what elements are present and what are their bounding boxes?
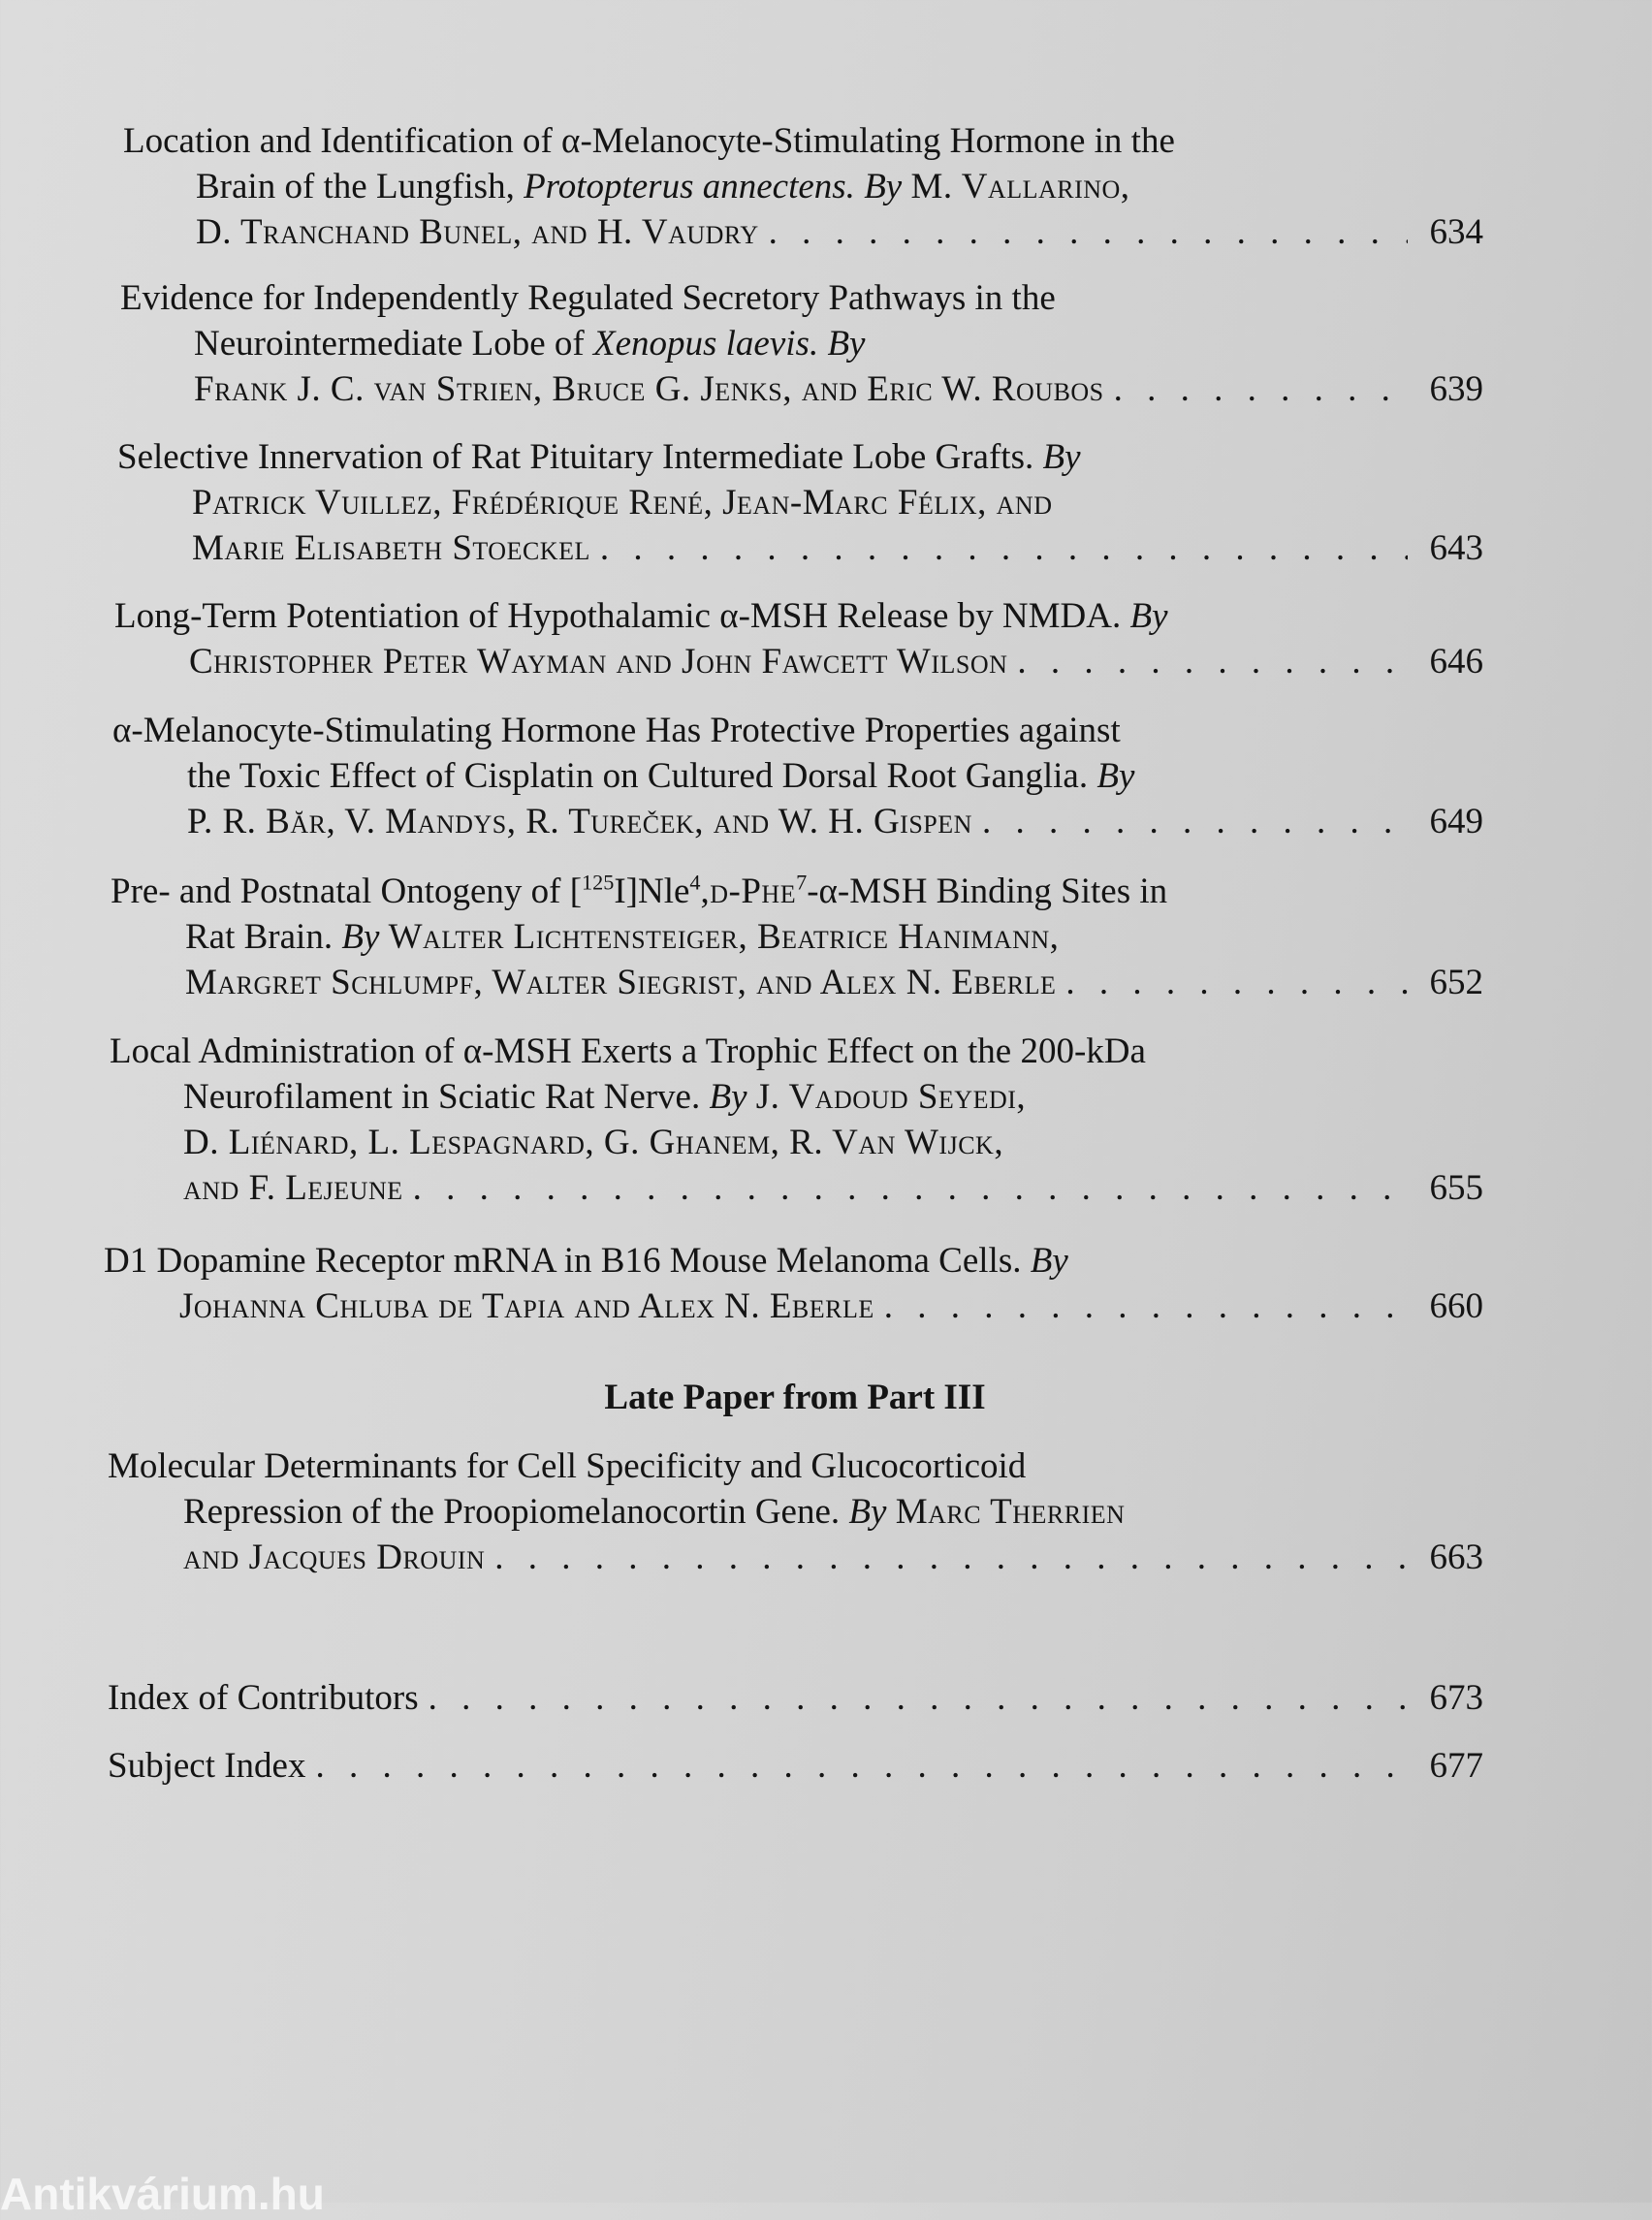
superscript: 125 bbox=[582, 870, 615, 895]
leader-dots bbox=[769, 209, 1408, 255]
entry-authors: M. Vallarino, bbox=[910, 167, 1130, 206]
toc-entry bbox=[0, 118, 1483, 255]
species-name: Xenopus laevis. bbox=[592, 324, 819, 364]
section-heading: Late Paper from Part III bbox=[604, 1378, 986, 1417]
page-number: 655 bbox=[1429, 1168, 1483, 1208]
by-label: By bbox=[1042, 437, 1081, 477]
entry-authors: D. Tranchand Bunel, and H. Vaudry bbox=[196, 212, 759, 252]
toc-entry bbox=[0, 1238, 1483, 1329]
leader-dots bbox=[1114, 366, 1408, 412]
entry-authors: Margret Schlumpf, Walter Siegrist, and Alex N. Eberle bbox=[185, 963, 1057, 1002]
entry-authors: and Jacques Drouin bbox=[183, 1538, 486, 1577]
entry-authors: Frank J. C. van Strien, Bruce G. Jenks, and Eric W. Roubos bbox=[194, 369, 1104, 409]
by-label: By bbox=[709, 1077, 747, 1117]
entry-authors: D. Liénard, L. Lespagnard, G. Ghanem, R. Van Wijck, bbox=[183, 1123, 1004, 1162]
page-number: 673 bbox=[1429, 1678, 1483, 1718]
page-number: 663 bbox=[1429, 1538, 1483, 1577]
entry-title-line: the Toxic Effect of Cisplatin on Cultured Dorsal Root Ganglia. bbox=[187, 756, 1089, 796]
entry-authors: Marie Elisabeth Stoeckel bbox=[192, 528, 590, 568]
by-label: By bbox=[341, 917, 380, 957]
entry-title-line: Pre- and Postnatal Ontogeny of [ bbox=[111, 872, 583, 911]
page-number: 660 bbox=[1429, 1286, 1483, 1326]
entry-title-line: Neurointermediate Lobe of bbox=[194, 324, 585, 364]
leader-dots bbox=[982, 799, 1408, 844]
entry-title-line: Repression of the Proopiomelanocortin Gene. bbox=[183, 1492, 841, 1532]
leader-dots bbox=[413, 1165, 1408, 1211]
entry-authors: and F. Lejeune bbox=[183, 1168, 403, 1208]
superscript: 7 bbox=[796, 870, 808, 895]
by-label: By bbox=[827, 324, 866, 364]
superscript: 4 bbox=[689, 870, 701, 895]
toc-entry bbox=[0, 1443, 1483, 1580]
index-label: Index of Contributors bbox=[108, 1678, 419, 1718]
watermark: Antikvárium.hu bbox=[0, 2169, 325, 2219]
toc-entry bbox=[0, 275, 1483, 412]
entry-title-line: Selective Innervation of Rat Pituitary Intermediate Lobe Grafts. bbox=[117, 437, 1034, 477]
index-entry bbox=[0, 1675, 1483, 1721]
page-number: 677 bbox=[1429, 1746, 1483, 1786]
entry-title-line: Local Administration of α-MSH Exerts a Trophic Effect on the 200-kDa bbox=[110, 1031, 1146, 1071]
entry-authors: J. Vadoud Seyedi, bbox=[755, 1077, 1027, 1117]
species-name: Protopterus annectens. bbox=[524, 167, 855, 206]
entry-title-line: Neurofilament in Sciatic Rat Nerve. bbox=[183, 1077, 701, 1117]
entry-authors: Christopher Peter Wayman and John Fawcett Wilson bbox=[189, 642, 1008, 682]
entry-title-line: Long-Term Potentiation of Hypothalamic α-MSH Release by NMDA. bbox=[114, 596, 1122, 636]
entry-title-line: -α-MSH Binding Sites in bbox=[807, 872, 1168, 911]
entry-title-line: Evidence for Independently Regulated Secretory Pathways in the bbox=[120, 278, 1056, 318]
by-label: By bbox=[1030, 1241, 1068, 1281]
leader-dots bbox=[429, 1675, 1408, 1721]
entry-title-line: ,d-Phe bbox=[700, 872, 797, 911]
toc-entry bbox=[0, 434, 1483, 571]
entry-authors: Walter Lichtensteiger, Beatrice Hanimann, bbox=[388, 917, 1060, 957]
page-number: 643 bbox=[1429, 528, 1483, 568]
entry-authors: Patrick Vuillez, Frédérique René, Jean-Marc Félix, and bbox=[192, 483, 1053, 523]
leader-dots bbox=[600, 525, 1408, 571]
by-label: By bbox=[848, 1492, 887, 1532]
leader-dots bbox=[315, 1743, 1408, 1789]
index-label: Subject Index bbox=[108, 1746, 306, 1786]
leader-dots bbox=[494, 1535, 1408, 1580]
entry-title-line: Molecular Determinants for Cell Specificity and Glucocorticoid bbox=[108, 1446, 1027, 1486]
entry-title-line: D1 Dopamine Receptor mRNA in B16 Mouse Melanoma Cells. bbox=[104, 1241, 1022, 1281]
page-number: 652 bbox=[1429, 963, 1483, 1002]
by-label: By bbox=[1129, 596, 1168, 636]
entry-title-line: Brain of the Lungfish, bbox=[196, 167, 515, 206]
toc-entry bbox=[0, 1029, 1483, 1211]
entry-title-line: Location and Identification of α-Melanocyte-Stimulating Hormone in the bbox=[123, 121, 1175, 161]
entry-authors: P. R. Băr, V. Mandys, R. Tureček, and W. H. Gispen bbox=[187, 802, 972, 841]
page-number: 634 bbox=[1429, 212, 1483, 252]
entry-title-line: Rat Brain. bbox=[185, 917, 334, 957]
page-number: 646 bbox=[1429, 642, 1483, 682]
leader-dots bbox=[1017, 639, 1408, 684]
toc-entry bbox=[0, 593, 1483, 684]
page-number: 639 bbox=[1429, 369, 1483, 409]
entry-title-line: I]Nle bbox=[614, 872, 690, 911]
index-entry bbox=[0, 1743, 1483, 1789]
by-label: By bbox=[1096, 756, 1135, 796]
toc-entry bbox=[0, 708, 1483, 844]
toc-entry bbox=[0, 869, 1483, 1005]
entry-title-line: α-Melanocyte-Stimulating Hormone Has Protective Properties against bbox=[112, 711, 1121, 750]
page-number: 649 bbox=[1429, 802, 1483, 841]
leader-dots bbox=[884, 1284, 1408, 1329]
by-label: By bbox=[864, 167, 903, 206]
leader-dots bbox=[1065, 960, 1408, 1005]
entry-authors: Johanna Chluba de Tapia and Alex N. Eberle bbox=[179, 1286, 874, 1326]
entry-authors: Marc Therrien bbox=[895, 1492, 1126, 1532]
